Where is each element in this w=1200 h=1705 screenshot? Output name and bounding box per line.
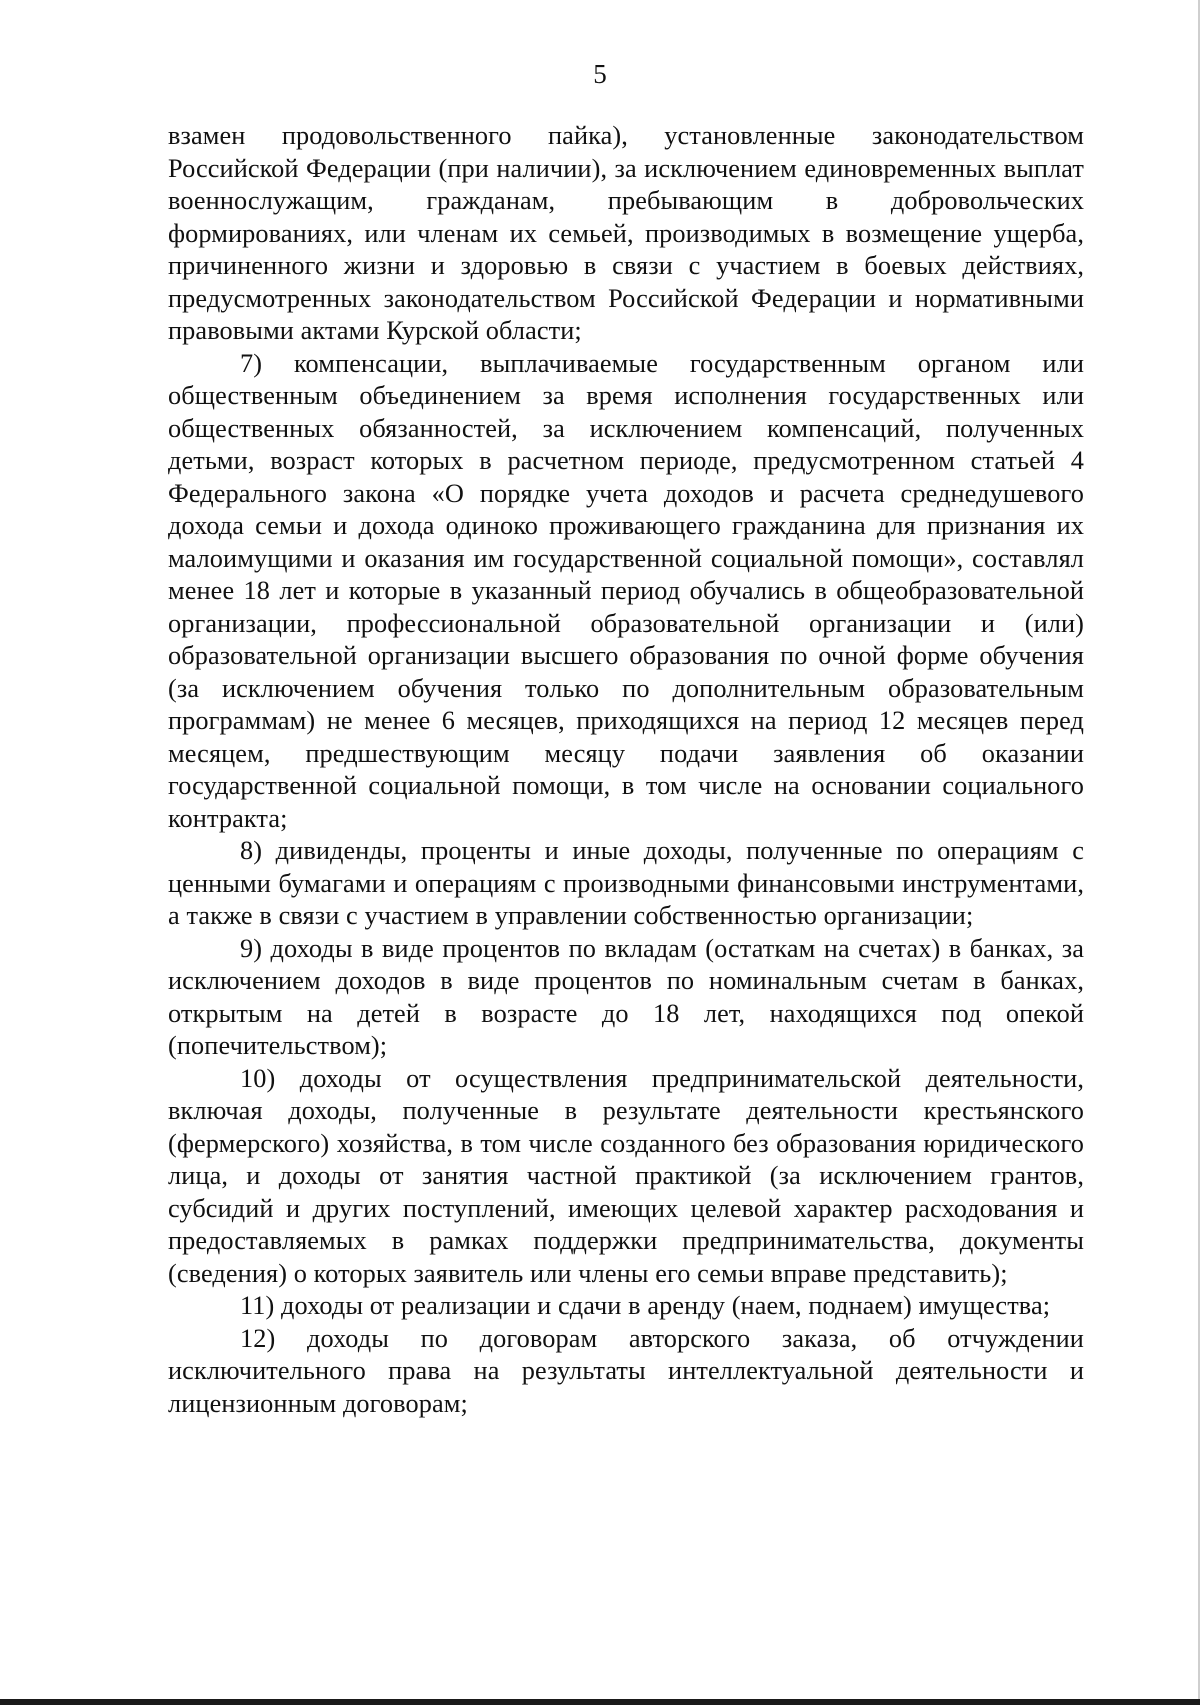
scan-edge-bottom (0, 1699, 1200, 1705)
paragraph-item-8: 8) дивиденды, проценты и иные доходы, полученные по операциям с ценными бумагами и операциям с производными финансовыми инструментами, а также в связи с участием в управлении собственностью организации; (168, 836, 1084, 930)
paragraph-item-7: 7) компенсации, выплачиваемые государственным органом или общественным объединением за время исполнения государственных или общественных обязанностей, за исключением компенсаций, полученных детьми, возраст которых в расчетном периоде, предусмотренном статьей 4 Федерального закона «О порядке учета доходов и расчета среднедушевого дохода семьи и дохода одиноко проживающего гражданина для признания их малоимущими и оказания им государственной социальной помощи», составлял менее 18 лет и которые в указанный период обучались в общеобразовательной организации, профессиональной образовательной организации и (или) образовательной организации высшего образования по очной форме обучения (за исключением обучения только по дополнительным образовательным программам) не менее 6 месяцев, приходящихся на период 12 месяцев перед месяцем, предшествующим месяцу подачи заявления об оказании государственной социальной помощи, в том числе на основании социального контракта; (168, 348, 1084, 833)
paragraph-item-10: 10) доходы от осуществления предпринимательской деятельности, включая доходы, полученные в результате деятельности крестьянского (фермерского) хозяйства, в том числе созданного без образования юридического лица, и доходы от занятия частной практикой (за исключением грантов, субсидий и других поступлений, имеющих целевой характер расходования и предоставляемых в рамках поддержки предпринимательства, документы (сведения) о которых заявитель или члены его семьи вправе представить); (168, 1063, 1084, 1288)
paragraph-item-9: 9) доходы в виде процентов по вкладам (остаткам на счетах) в банках, за исключением доходов в виде процентов по номинальным счетам в банках, открытым на детей в возрасте до 18 лет, находящихся под опекой (попечительством); (168, 933, 1084, 1060)
paragraph-item-11: 11) доходы от реализации и сдачи в аренду (наем, поднаем) имущества; (240, 1291, 1051, 1320)
document-body (168, 120, 1084, 1420)
paragraph-item-12: 12) доходы по договорам авторского заказа, об отчуждении исключительного права на результаты интеллектуальной деятельности и лицензионным договорам; (168, 1323, 1084, 1418)
page-number: 5 (593, 59, 607, 89)
paragraph-continuation: взамен продовольственного пайка), установленные законодательством Российской Федерации (при наличии), за исключением единовременных выплат военнослужащим, гражданам, пребывающим в добровольческих формированиях, или членам их семьей, производимых в возмещение ущерба, причиненного жизни и здоровью в связи с участием в боевых действиях, предусмотренных законодательством Российской Федерации и нормативными правовыми актами Курской области; (168, 121, 1084, 345)
